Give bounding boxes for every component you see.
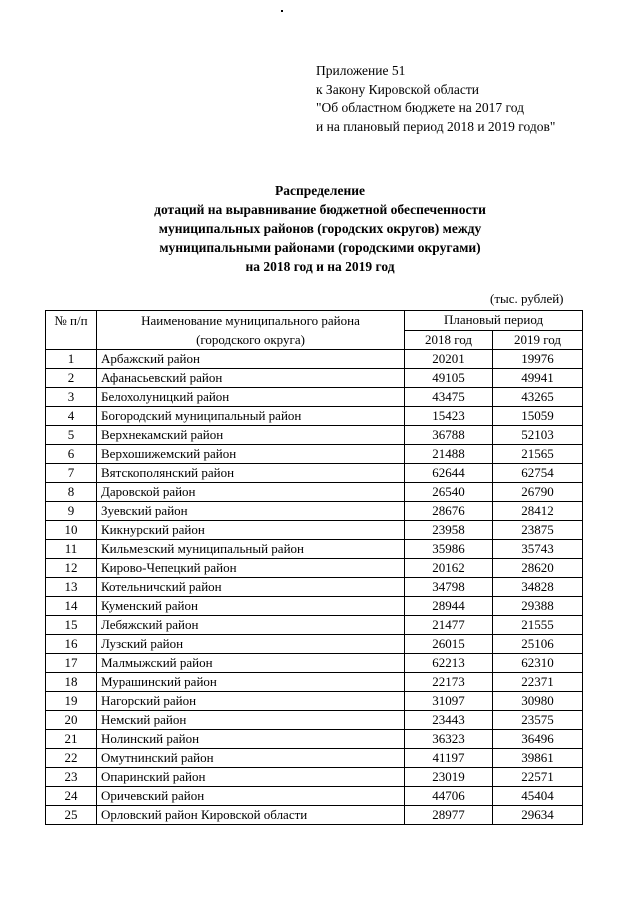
row-number: 19 [46,692,97,711]
district-name: Кильмезский муниципальный район [97,540,405,559]
value-2018: 20201 [405,350,493,369]
header-name-line2: (городского округа) [196,332,305,347]
district-name: Вятскополянский район [97,464,405,483]
row-number: 9 [46,502,97,521]
appendix-line: "Об областном бюджете на 2017 год [316,100,524,115]
value-2019: 52103 [493,426,583,445]
row-number: 2 [46,369,97,388]
title-line: Распределение [274,183,366,198]
row-number: 12 [46,559,97,578]
value-2018: 36788 [405,426,493,445]
title-line: муниципальных районов (городских округов) между [158,221,482,236]
units-label: (тыс. рублей) [490,291,564,306]
header-2018: 2018 год [405,330,493,350]
row-number: 10 [46,521,97,540]
value-2018: 22173 [405,673,493,692]
district-name: Немский район [97,711,405,730]
row-number: 20 [46,711,97,730]
value-2018: 26540 [405,483,493,502]
value-2019: 21565 [493,445,583,464]
row-number: 7 [46,464,97,483]
row-number: 18 [46,673,97,692]
table-row [46,350,583,369]
row-number: 25 [46,806,97,825]
value-2019: 23875 [493,521,583,540]
table-row [46,768,583,787]
table-row [46,483,583,502]
district-name: Нагорский район [97,692,405,711]
row-number: 11 [46,540,97,559]
table-row [46,616,583,635]
table-row [46,692,583,711]
header-number-label: № п/п [54,313,88,328]
document-title [0,181,640,276]
table-row [46,407,583,426]
row-number: 6 [46,445,97,464]
value-2019: 23575 [493,711,583,730]
table-row [46,369,583,388]
district-name: Верхнекамский район [97,426,405,445]
table-row [46,711,583,730]
value-2018: 23443 [405,711,493,730]
table-row [46,787,583,806]
appendix-line: и на плановый период 2018 и 2019 годов" [316,118,556,134]
value-2019: 62754 [493,464,583,483]
value-2018: 34798 [405,578,493,597]
row-number: 14 [46,597,97,616]
header-name [97,311,405,350]
table-row [46,749,583,768]
subsidy-table [45,310,583,825]
row-number: 17 [46,654,97,673]
value-2019: 43265 [493,388,583,407]
row-number: 1 [46,350,97,369]
district-name: Арбажский район [97,350,405,369]
district-name: Богородский муниципальный район [97,407,405,426]
value-2018: 21488 [405,445,493,464]
table-row [46,654,583,673]
district-name: Мурашинский район [97,673,405,692]
value-2018: 62213 [405,654,493,673]
title-line: дотаций на выравнивание бюджетной обеспеченности [154,202,486,217]
value-2019: 21555 [493,616,583,635]
header-2019: 2019 год [493,330,583,350]
district-name: Куменский район [97,597,405,616]
value-2019: 19976 [493,350,583,369]
value-2018: 28977 [405,806,493,825]
table-row [46,388,583,407]
row-number: 15 [46,616,97,635]
header-number [46,311,97,350]
value-2019: 26790 [493,483,583,502]
value-2019: 30980 [493,692,583,711]
value-2019: 29634 [493,806,583,825]
value-2019: 35743 [493,540,583,559]
value-2019: 29388 [493,597,583,616]
value-2018: 31097 [405,692,493,711]
district-name: Кикнурский район [97,521,405,540]
row-number: 4 [46,407,97,426]
district-name: Белохолуницкий район [97,388,405,407]
table-row [46,426,583,445]
district-name: Орловский район Кировской области [97,806,405,825]
value-2018: 15423 [405,407,493,426]
appendix-line: Приложение 51 [316,63,406,78]
row-number: 24 [46,787,97,806]
table-row [46,464,583,483]
value-2018: 35986 [405,540,493,559]
value-2018: 43475 [405,388,493,407]
value-2018: 28944 [405,597,493,616]
value-2018: 20162 [405,559,493,578]
district-name: Нолинский район [97,730,405,749]
value-2019: 22571 [493,768,583,787]
header-name-line1: Наименование муниципального района [141,313,360,328]
row-number: 16 [46,635,97,654]
table-row [46,806,583,825]
value-2018: 36323 [405,730,493,749]
district-name: Афанасьевский район [97,369,405,388]
district-name: Верхошижемский район [97,445,405,464]
row-number: 22 [46,749,97,768]
table-row [46,578,583,597]
value-2019: 45404 [493,787,583,806]
district-name: Зуевский район [97,502,405,521]
value-2019: 34828 [493,578,583,597]
value-2019: 28412 [493,502,583,521]
table-row [46,559,583,578]
value-2019: 15059 [493,407,583,426]
value-2019: 22371 [493,673,583,692]
district-name: Котельничский район [97,578,405,597]
table-row [46,730,583,749]
row-number: 13 [46,578,97,597]
district-name: Даровской район [97,483,405,502]
title-line: муниципальными районами (городскими округами) [159,240,481,255]
table-row [46,673,583,692]
district-name: Опаринский район [97,768,405,787]
value-2018: 41197 [405,749,493,768]
district-name: Омутнинский район [97,749,405,768]
appendix-line: к Закону Кировской области [316,81,480,97]
value-2019: 36496 [493,730,583,749]
value-2018: 23019 [405,768,493,787]
value-2019: 25106 [493,635,583,654]
appendix-reference [316,62,555,136]
value-2018: 49105 [405,369,493,388]
district-name: Оричевский район [97,787,405,806]
value-2019: 49941 [493,369,583,388]
row-number: 23 [46,768,97,787]
row-number: 8 [46,483,97,502]
table-row [46,635,583,654]
value-2018: 21477 [405,616,493,635]
table-row [46,445,583,464]
table-body [46,350,583,825]
value-2018: 44706 [405,787,493,806]
header-planning-period: Плановый период [405,311,583,331]
title-line: на 2018 год и на 2019 год [245,259,395,274]
row-number: 21 [46,730,97,749]
district-name: Лузский район [97,635,405,654]
value-2018: 62644 [405,464,493,483]
table-row [46,502,583,521]
value-2018: 23958 [405,521,493,540]
district-name: Лебяжский район [97,616,405,635]
value-2019: 62310 [493,654,583,673]
table-row [46,540,583,559]
value-2018: 26015 [405,635,493,654]
value-2019: 39861 [493,749,583,768]
table-row [46,521,583,540]
table-row [46,597,583,616]
row-number: 3 [46,388,97,407]
row-number: 5 [46,426,97,445]
district-name: Кирово-Чепецкий район [97,559,405,578]
scan-speck [281,10,283,12]
value-2019: 28620 [493,559,583,578]
value-2018: 28676 [405,502,493,521]
district-name: Малмыжский район [97,654,405,673]
